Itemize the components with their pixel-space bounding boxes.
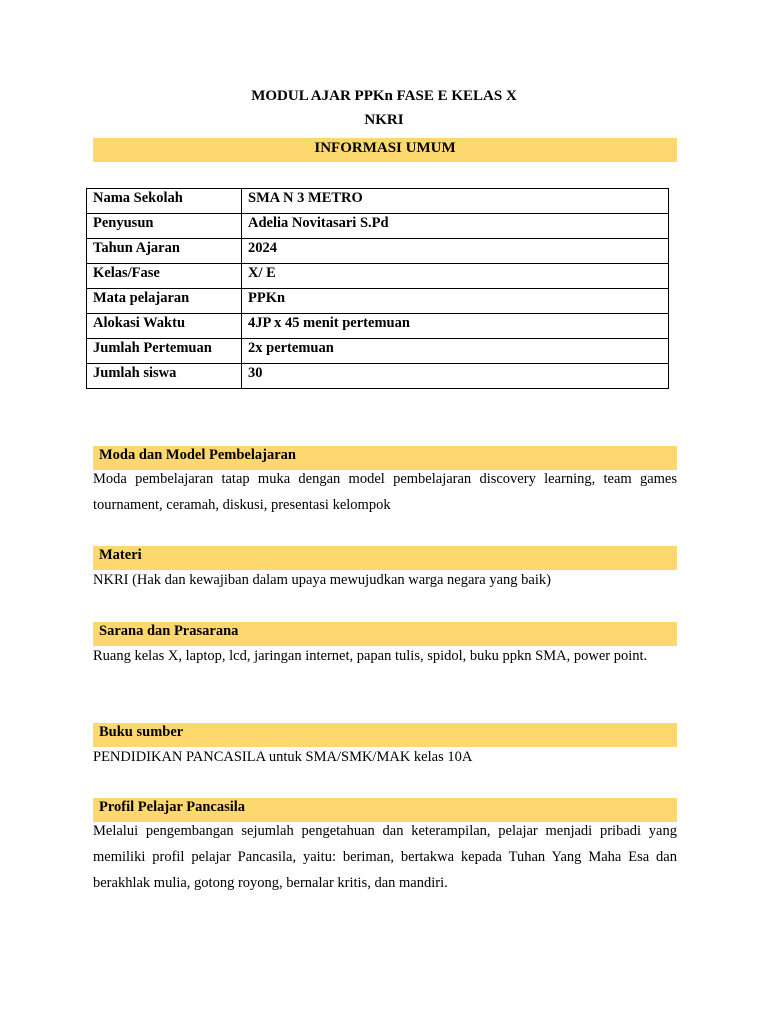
table-value-cell: X/ E	[242, 264, 669, 289]
table-value-cell: 4JP x 45 menit pertemuan	[242, 314, 669, 339]
document-subtitle: NKRI	[364, 112, 404, 128]
table-key-cell: Mata pelajaran	[87, 289, 242, 314]
table-key-cell: Jumlah Pertemuan	[87, 339, 242, 364]
table-key-cell: Kelas/Fase	[87, 264, 242, 289]
table-key-cell: Jumlah siswa	[87, 364, 242, 389]
table-row	[87, 289, 669, 314]
section-body-sarana: Ruang kelas X, laptop, lcd, jaringan internet, papan tulis, spidol, buku ppkn SMA, power point.	[93, 648, 648, 664]
section-heading-sarana: Sarana dan Prasarana	[93, 622, 677, 646]
table-key-cell: Nama Sekolah	[87, 189, 242, 214]
table-value-cell: SMA N 3 METRO	[242, 189, 669, 214]
table-row	[87, 239, 669, 264]
table-row	[87, 314, 669, 339]
section-heading-buku: Buku sumber	[93, 723, 677, 747]
table-row	[87, 214, 669, 239]
section-heading-materi: Materi	[93, 546, 677, 570]
table-row	[87, 364, 669, 389]
table-key-cell: Penyusun	[87, 214, 242, 239]
document-title: MODUL AJAR PPKn FASE E KELAS X	[251, 88, 517, 104]
section-body-moda: Moda pembelajaran tatap muka dengan model pembelajaran discovery learning, team games tournament, ceramah, diskusi, presentasi kelompok	[93, 471, 677, 513]
table-key-cell: Alokasi Waktu	[87, 314, 242, 339]
section-heading-profil: Profil Pelajar Pancasila	[93, 798, 677, 822]
table-value-cell: 2024	[242, 239, 669, 264]
table-value-cell: 2x pertemuan	[242, 339, 669, 364]
table-row	[87, 264, 669, 289]
section-heading-moda: Moda dan Model Pembelajaran	[93, 446, 677, 470]
table-value-cell: 30	[242, 364, 669, 389]
table-row	[87, 189, 669, 214]
section-body-profil: Melalui pengembangan sejumlah pengetahuan dan keterampilan, pelajar menjadi pribadi yang memiliki profil pelajar Pancasila, yaitu: beriman, bertakwa kepada Tuhan Yang Maha Esa dan berakhlak mulia, gotong royong, bernalar kritis, dan mandiri.	[93, 823, 677, 891]
table-value-cell: Adelia Novitasari S.Pd	[242, 214, 669, 239]
table-row	[87, 339, 669, 364]
section-body-materi: NKRI (Hak dan kewajiban dalam upaya mewujudkan warga negara yang baik)	[93, 572, 551, 588]
info-table	[86, 188, 669, 389]
table-value-cell: PPKn	[242, 289, 669, 314]
table-key-cell: Tahun Ajaran	[87, 239, 242, 264]
info-heading: INFORMASI UMUM	[93, 138, 677, 162]
section-body-buku: PENDIDIKAN PANCASILA untuk SMA/SMK/MAK kelas 10A	[93, 749, 473, 765]
